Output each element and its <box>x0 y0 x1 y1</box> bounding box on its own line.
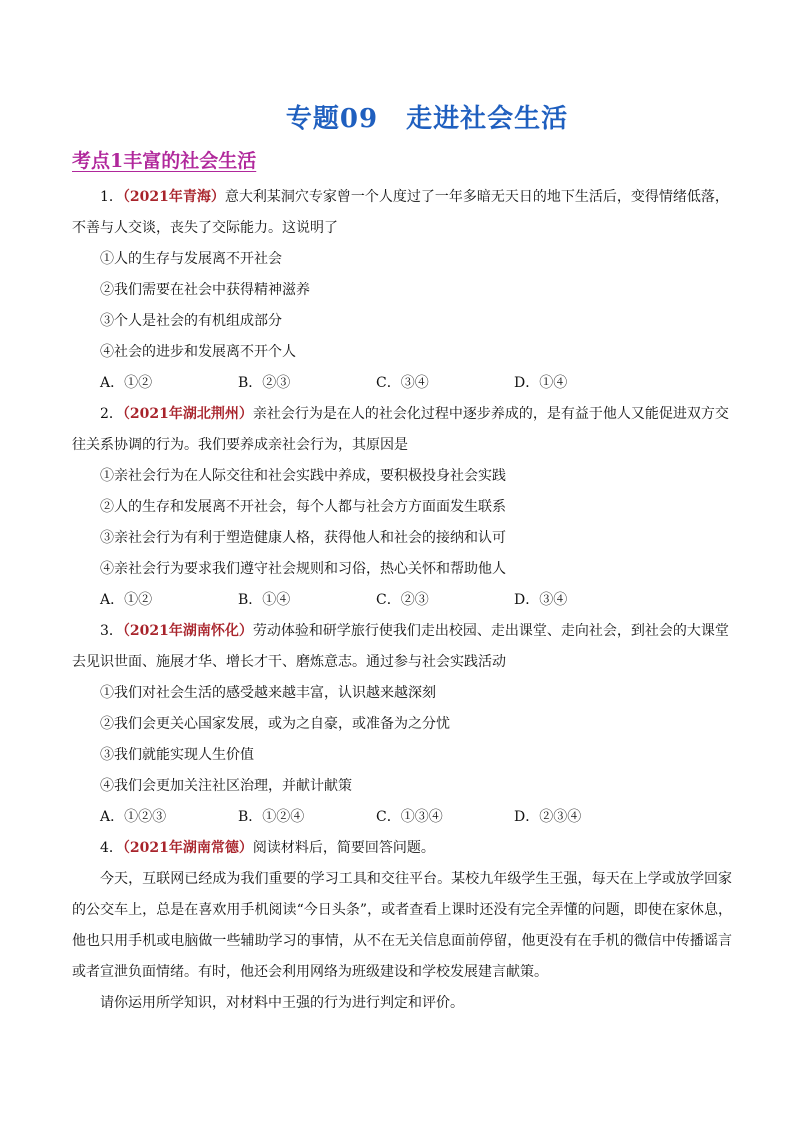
question-number: 1． <box>100 189 123 205</box>
option-statement: ④亲社会行为要求我们遵守社会规则和习俗，热心关怀和帮助他人 <box>100 561 506 577</box>
option-statement: ④社会的进步和发展离不开个人 <box>100 344 296 360</box>
question-list <box>72 182 732 1019</box>
reading-material: 今天，互联网已经成为我们重要的学习工具和交往平台。某校九年级学生王强，每天在上学或放学回家的公交车上，总是在喜欢用手机阅读“今日头条”，或者查看上课时还没有完全弄懂的问题，即使在家休息，他也只用手机或电脑做一些辅助学习的事情，从不在无关信息面前停留，他更没有在手机的微信中传播谣言或者宣泄负面情绪。有时，他还会利用网络为班级建设和学校发展建言献策。 <box>72 871 732 980</box>
option-statement: ③亲社会行为有利于塑造健康人格，获得他人和社会的接纳和认可 <box>100 530 506 546</box>
question-source: （2021年湖南常德） <box>122 840 253 856</box>
question-prompt: 请你运用所学知识，对材料中王强的行为进行判定和评价。 <box>100 995 464 1011</box>
choice-b: B．①②④ <box>238 809 305 825</box>
question-1 <box>72 182 732 399</box>
choice-c: C．③④ <box>376 375 429 391</box>
question-number: 3． <box>100 623 123 639</box>
question-2 <box>72 399 732 616</box>
choice-d: D．②③④ <box>514 809 582 825</box>
page-title <box>0 98 794 135</box>
choice-b: B．②③ <box>238 375 291 391</box>
answer-choices <box>72 802 732 833</box>
answer-choices <box>72 368 732 399</box>
choice-c: C．①③④ <box>376 809 443 825</box>
option-statement: ①我们对社会生活的感受越来越丰富，认识越来越深刻 <box>100 685 436 701</box>
stem-text: 劳动体验和研学旅行使我们走出校园、走出课堂、走向社会，到社会的大课堂 <box>252 623 729 639</box>
choice-d: D．①④ <box>514 375 568 391</box>
question-source: （2021年青海） <box>122 189 225 205</box>
question-3 <box>72 616 732 833</box>
question-stem <box>72 616 732 647</box>
title-topic-number: 专题09 <box>285 104 379 134</box>
section-heading: 考点1丰富的社会生活 <box>72 150 257 172</box>
question-number: 4． <box>100 840 123 856</box>
choice-d: D．③④ <box>514 592 568 608</box>
stem-text: 阅读材料后，简要回答问题。 <box>252 840 435 856</box>
question-source: （2021年湖南怀化） <box>122 623 253 639</box>
option-statement: ④我们会更加关注社区治理，并献计献策 <box>100 778 352 794</box>
option-statement: ②我们需要在社会中获得精神滋养 <box>100 282 310 298</box>
choice-a: A．①② <box>100 592 153 608</box>
option-statement: ①亲社会行为在人际交往和社会实践中养成，要积极投身社会实践 <box>100 468 506 484</box>
stem-text: 意大利某洞穴专家曾一个人度过了一年多暗无天日的地下生活后，变得情绪低落， <box>224 189 729 205</box>
choice-a: A．①②③ <box>100 809 167 825</box>
question-4 <box>72 833 732 1019</box>
stem-continuation: 不善与人交谈，丧失了交际能力。这说明了 <box>72 220 338 236</box>
stem-continuation: 往关系协调的行为。我们要养成亲社会行为，其原因是 <box>72 437 408 453</box>
question-number: 2． <box>100 406 123 422</box>
option-statement: ②人的生存和发展离不开社会，每个人都与社会方方面面发生联系 <box>100 499 506 515</box>
option-statement: ①人的生存与发展离不开社会 <box>100 251 282 267</box>
question-stem <box>72 833 732 864</box>
option-statement: ③我们就能实现人生价值 <box>100 747 254 763</box>
choice-a: A．①② <box>100 375 153 391</box>
option-statement: ②我们会更关心国家发展，或为之自豪，或准备为之分忧 <box>100 716 450 732</box>
answer-choices <box>72 585 732 616</box>
question-stem <box>72 182 732 213</box>
question-stem <box>72 399 732 430</box>
title-topic-name: 走进社会生活 <box>406 104 569 134</box>
question-source: （2021年湖北荆州） <box>122 406 253 422</box>
choice-b: B．①④ <box>238 592 291 608</box>
stem-continuation: 去见识世面、施展才华、增长才干、磨炼意志。通过参与社会实践活动 <box>72 654 506 670</box>
choice-c: C．②③ <box>376 592 429 608</box>
option-statement: ③个人是社会的有机组成部分 <box>100 313 282 329</box>
stem-text: 亲社会行为是在人的社会化过程中逐步养成的，是有益于他人又能促进双方交 <box>252 406 729 422</box>
